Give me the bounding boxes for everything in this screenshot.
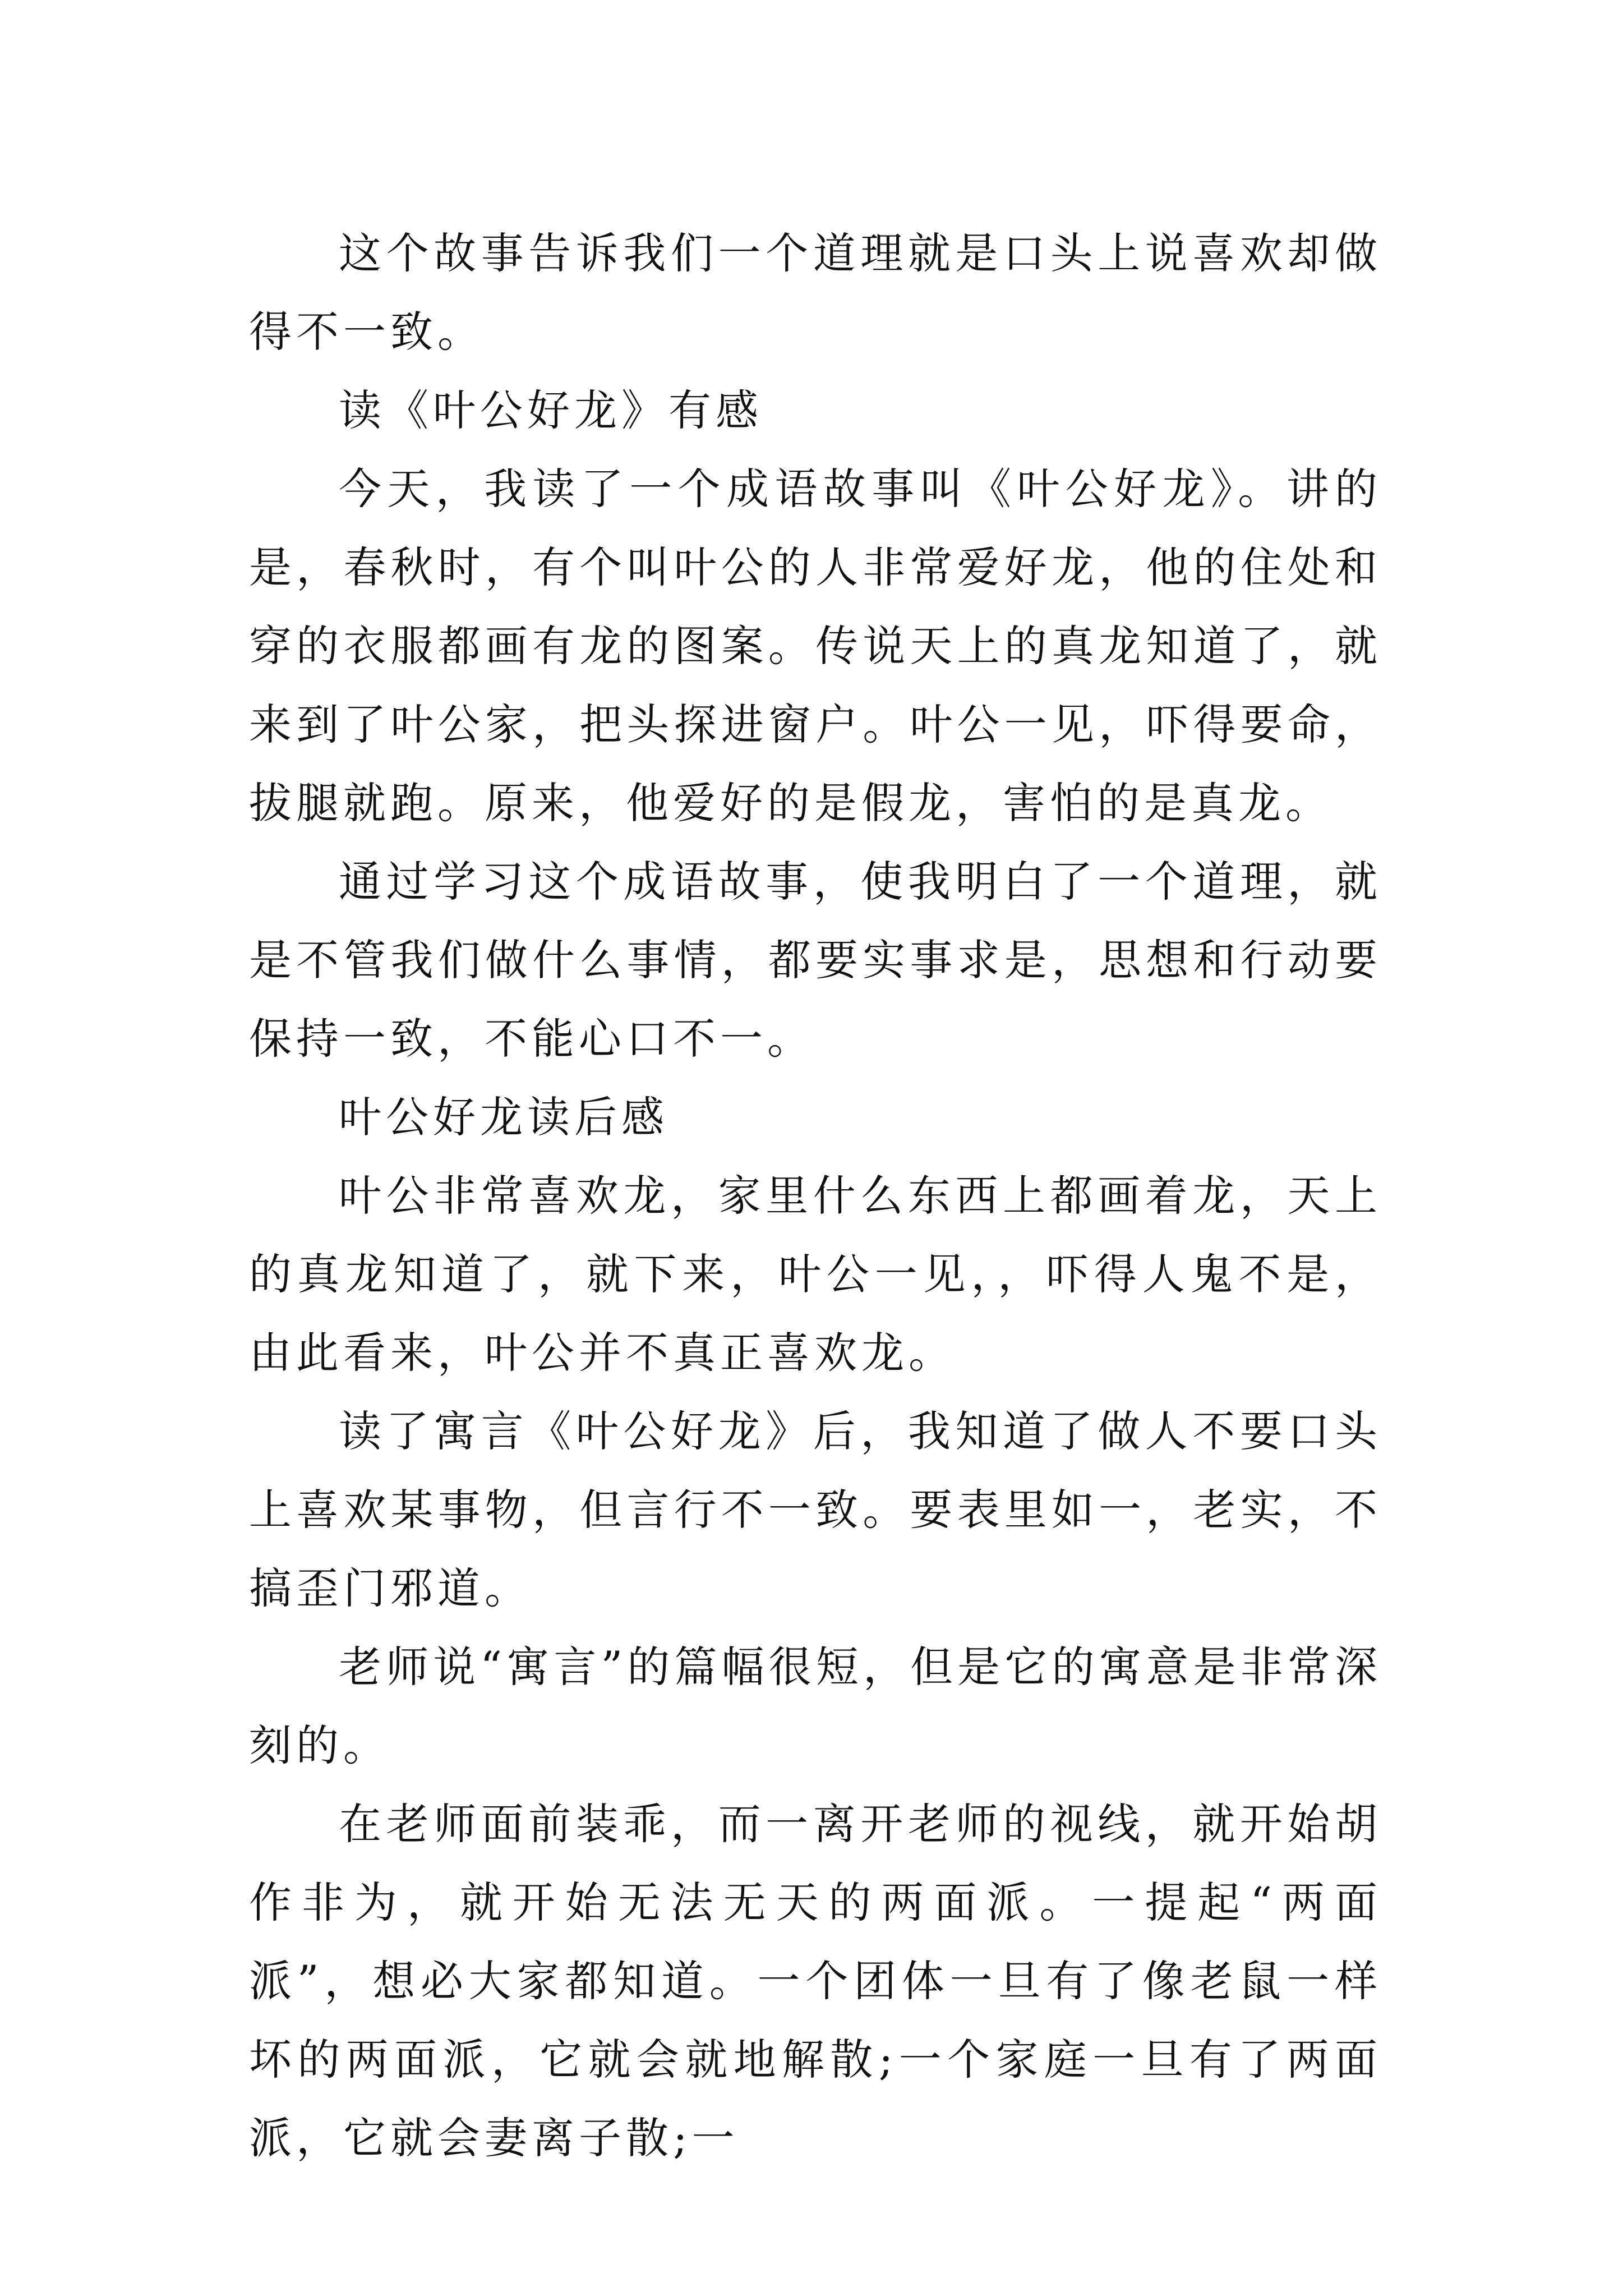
paragraph-after-reading: 读了寓言《叶公好龙》后，我知道了做人不要口头上喜欢某事物，但言行不一致。要表里如一，老实，不搞歪门邪道。 (249, 1406, 1382, 1613)
document-body (249, 214, 1382, 2178)
paragraph-lesson: 通过学习这个成语故事，使我明白了一个道理，就是不管我们做什么事情，都要实事求是，思想和行动要保持一致，不能心口不一。 (249, 857, 1382, 1064)
paragraph-teacher-says: 老师说“寓言”的篇幅很短，但是它的寓意是非常深刻的。 (249, 1642, 1382, 1770)
paragraph-two-faced: 在老师面前装乖，而一离开老师的视线，就开始胡作非为，就开始无法无天的两面派。一提起“两面派”，想必大家都知道。一个团体一旦有了像老鼠一样坏的两面派，它就会就地解散;一个家庭一旦有了两面派，它就会妻离子散;一 (249, 1799, 1382, 2163)
essay-title-2: 叶公好龙读后感 (339, 1092, 668, 1142)
paragraph-conclusion: 这个故事告诉我们一个道理就是口头上说喜欢却做得不一致。 (249, 228, 1382, 357)
paragraph-yegong-likes-dragons: 叶公非常喜欢龙，家里什么东西上都画着龙，天上的真龙知道了，就下来，叶公一见，，吓得人鬼不是，由此看来，叶公并不真正喜欢龙。 (249, 1171, 1382, 1378)
paragraph-story-summary: 今天，我读了一个成语故事叫《叶公好龙》。讲的是，春秋时，有个叫叶公的人非常爱好龙，他的住处和穿的衣服都画有龙的图案。传说天上的真龙知道了，就来到了叶公家，把头探进窗户。叶公一见，吓得要命，拔腿就跑。原来，他爱好的是假龙，害怕的是真龙。 (249, 464, 1382, 828)
essay-title-1: 读《叶公好龙》有感 (339, 385, 763, 435)
